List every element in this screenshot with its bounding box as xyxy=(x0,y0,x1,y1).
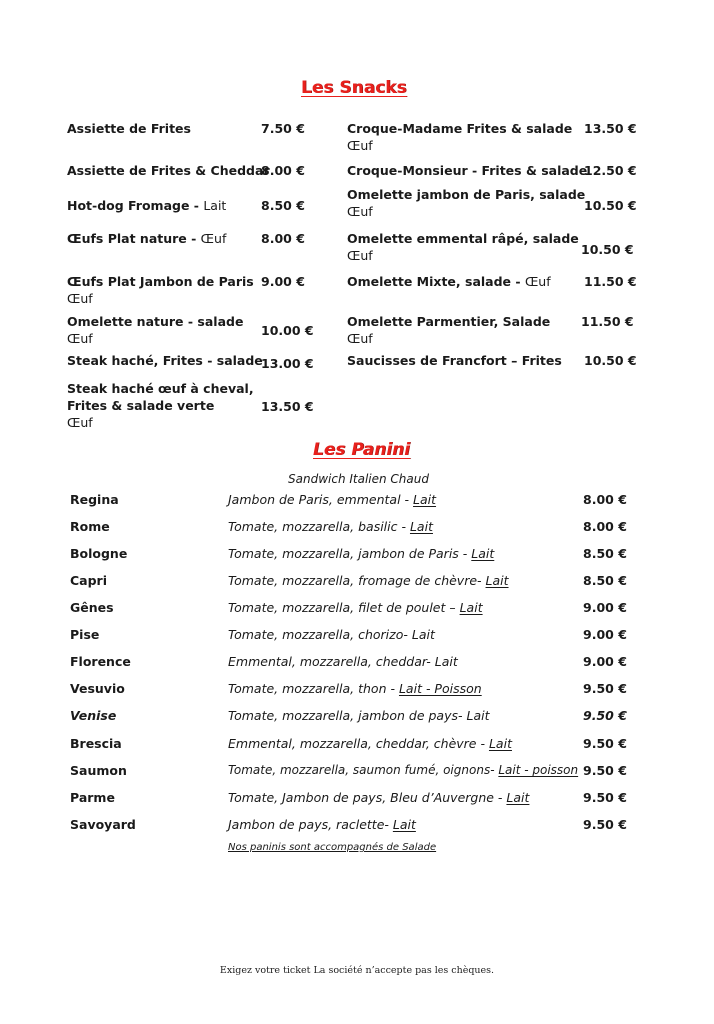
snack-item: Assiette de Frites xyxy=(67,121,191,136)
snack-item: Omelette emmental râpé, salade Œuf xyxy=(347,231,579,263)
panini-name: Venise xyxy=(70,708,117,723)
panini-subtitle: Sandwich Italien Chaud xyxy=(288,472,429,486)
snack-price: 7.50 € xyxy=(261,121,305,136)
snack-price: 12.50 € xyxy=(584,163,637,178)
panini-name: Parme xyxy=(70,790,115,805)
panini-name: Gênes xyxy=(70,600,114,615)
panini-name: Regina xyxy=(70,492,119,507)
snack-price: 10.00 € xyxy=(261,323,314,338)
panini-name: Bologne xyxy=(70,546,128,561)
snacks-title: Les Snacks xyxy=(301,78,407,98)
panini-price: 9.50 € xyxy=(583,817,627,832)
panini-name: Brescia xyxy=(70,736,122,751)
panini-desc: Tomate, mozzarella, chorizo- Lait xyxy=(228,627,435,642)
panini-name: Pise xyxy=(70,627,100,642)
snack-price: 10.50 € xyxy=(584,198,637,213)
panini-price: 8.50 € xyxy=(583,546,627,561)
snack-price: 11.50 € xyxy=(581,314,634,329)
panini-footnote: Nos paninis sont accompagnés de Salade xyxy=(228,842,437,853)
panini-name: Savoyard xyxy=(70,817,136,832)
panini-title: Les Panini xyxy=(313,440,411,460)
panini-desc: Tomate, mozzarella, fromage de chèvre- Lait xyxy=(228,573,509,588)
panini-desc: Tomate, Jambon de pays, Bleu d’Auvergne - Lait xyxy=(228,790,530,805)
panini-desc: Tomate, mozzarella, basilic - Lait xyxy=(228,519,433,534)
snack-price: 13.50 € xyxy=(261,399,314,414)
panini-price: 9.50 € xyxy=(583,708,627,723)
snack-price: 8.50 € xyxy=(261,198,305,213)
panini-name: Saumon xyxy=(70,763,127,778)
panini-desc: Tomate, mozzarella, jambon de pays- Lait xyxy=(228,708,490,723)
panini-price: 9.00 € xyxy=(583,600,627,615)
panini-name: Vesuvio xyxy=(70,681,125,696)
snack-item: Omelette jambon de Paris, salade Œuf xyxy=(347,187,586,219)
snack-item: Œufs Plat Jambon de Paris Œuf xyxy=(67,274,254,306)
snack-price: 8.00 € xyxy=(261,163,305,178)
panini-name: Florence xyxy=(70,654,131,669)
panini-name: Rome xyxy=(70,519,110,534)
snack-item: Omelette Parmentier, Salade Œuf xyxy=(347,314,551,346)
panini-name: Capri xyxy=(70,573,108,588)
panini-desc: Emmental, mozzarella, cheddar- Lait xyxy=(228,654,458,669)
panini-desc: Jambon de Paris, emmental - Lait xyxy=(228,492,437,507)
snack-price: 10.50 € xyxy=(584,353,637,368)
snack-price: 13.00 € xyxy=(261,356,314,371)
snack-price: 13.50 € xyxy=(584,121,637,136)
panini-desc: Tomate, mozzarella, filet de poulet – Lait xyxy=(228,600,483,615)
panini-price: 9.50 € xyxy=(583,763,627,778)
snack-price: 9.00 € xyxy=(261,274,305,289)
panini-desc: Tomate, mozzarella, saumon fumé, oignons- Lait - poisson xyxy=(228,763,579,777)
snack-item: Omelette Mixte, salade - Œuf xyxy=(347,274,551,289)
snack-item: Saucisses de Francfort – Frites xyxy=(347,353,562,368)
snack-item: Croque-Madame Frites & salade Œuf xyxy=(347,121,573,153)
snack-item: Œufs Plat nature - Œuf xyxy=(67,231,227,246)
snack-item: Steak haché œuf à cheval, Frites & salade verte Œuf xyxy=(67,381,254,430)
panini-price: 8.00 € xyxy=(583,519,627,534)
snack-price: 10.50 € xyxy=(581,242,634,257)
snack-item: Hot-dog Fromage - Lait xyxy=(67,198,227,213)
snack-price: 11.50 € xyxy=(584,274,637,289)
panini-desc: Tomate, mozzarella, jambon de Paris - Lait xyxy=(228,546,495,561)
panini-price: 9.50 € xyxy=(583,790,627,805)
panini-price: 9.50 € xyxy=(583,681,627,696)
page-footer: Exigez votre ticket La société n’accepte pas les chèques. xyxy=(219,965,495,976)
panini-price: 8.50 € xyxy=(583,573,627,588)
snack-item: Croque-Monsieur - Frites & salade xyxy=(347,163,588,178)
panini-desc: Jambon de pays, raclette- Lait xyxy=(228,817,416,832)
snack-item: Assiette de Frites & Cheddar xyxy=(67,163,270,178)
snack-item: Omelette nature - salade Œuf xyxy=(67,314,244,346)
panini-price: 9.00 € xyxy=(583,627,627,642)
panini-price: 8.00 € xyxy=(583,492,627,507)
snack-price: 8.00 € xyxy=(261,231,305,246)
panini-desc: Tomate, mozzarella, thon - Lait - Poisson xyxy=(228,681,482,696)
snack-item: Steak haché, Frites - salade xyxy=(67,353,263,368)
panini-desc: Emmental, mozzarella, cheddar, chèvre - Lait xyxy=(228,736,512,751)
panini-price: 9.00 € xyxy=(583,654,627,669)
panini-price: 9.50 € xyxy=(583,736,627,751)
